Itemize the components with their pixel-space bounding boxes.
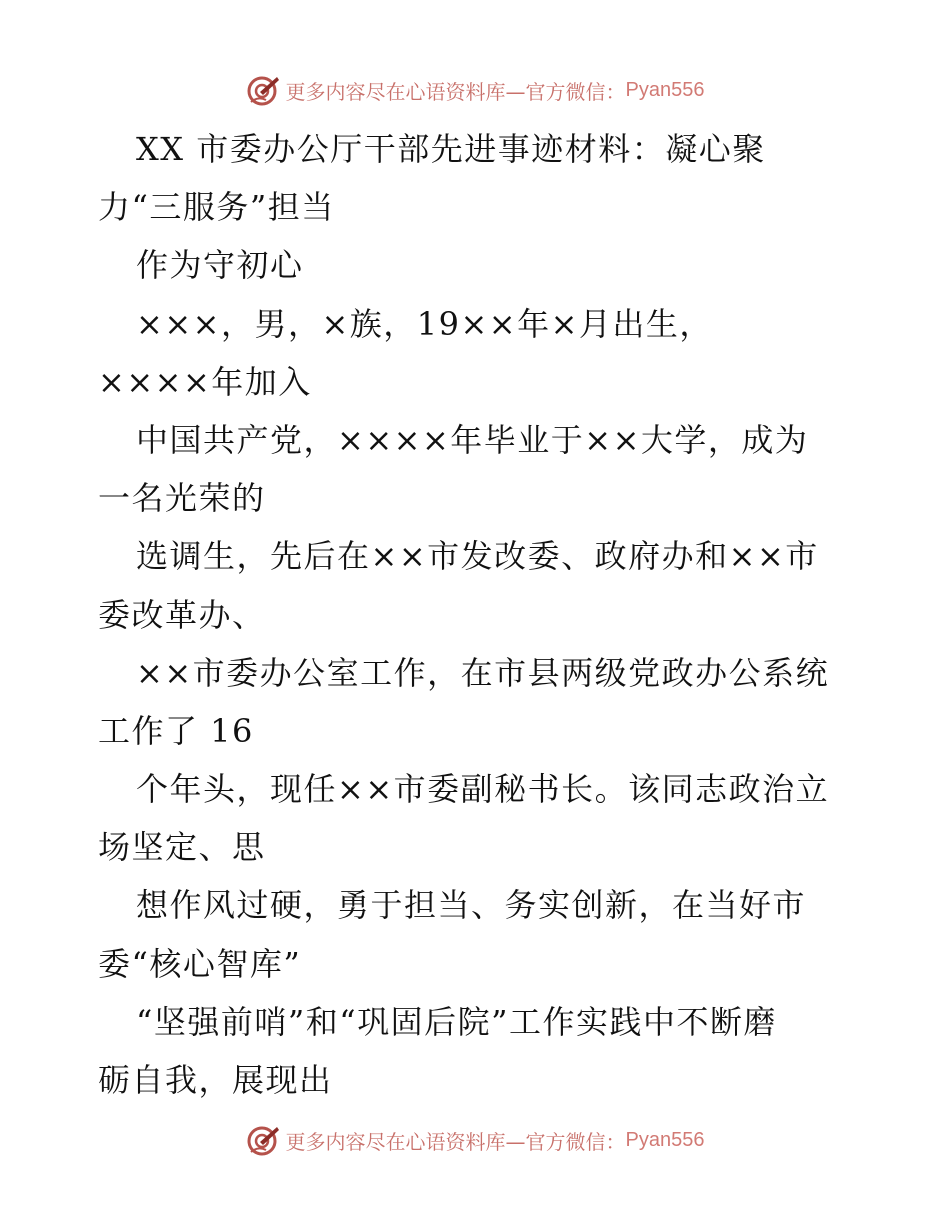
document-body (98, 120, 858, 1109)
body-text-line: 中国共产党，××××年毕业于××大学，成为 (136, 420, 809, 459)
watermark-text: 更多内容尽在心语资料库—官方微信： (285, 79, 626, 104)
body-text-line: 力“三服务”担当 (98, 188, 335, 227)
body-text-line: “坚强前哨”和“巩固后院”工作实践中不断磨 (136, 1002, 777, 1041)
body-text-line: 想作风过硬，勇于担当、务实创新，在当好市 (136, 886, 807, 925)
body-text-line: ×××，男，×族，19××年×月出生， (136, 304, 713, 343)
body-text-line: 场坚定、思 (98, 828, 266, 867)
body-text-line: ××××年加入 (98, 362, 312, 401)
body-text-line: 工作了 16 (98, 711, 254, 750)
library-logo-icon (246, 72, 282, 108)
body-text-line: 委“核心智库” (98, 944, 302, 983)
body-text-line: 个年头，现任××市委副秘书长。该同志政治立 (136, 770, 830, 809)
body-text-line: 砺自我，展现出 (98, 1061, 333, 1099)
body-text-line: 一名光荣的 (98, 479, 266, 518)
watermark-wechat-id: Pyan556 (625, 1128, 705, 1151)
library-logo-icon (246, 1122, 282, 1158)
body-text-line: 委改革办、 (98, 595, 266, 634)
watermark-wechat-id: Pyan556 (625, 78, 705, 101)
footer-watermark (0, 1118, 950, 1162)
body-text-line: 选调生，先后在××市发改委、政府办和××市 (136, 537, 819, 576)
body-text-line: XX 市委办公厅干部先进事迹材料：凝心聚 (136, 130, 766, 168)
watermark-text: 更多内容尽在心语资料库—官方微信： (285, 1129, 626, 1154)
body-text-line: 作为守初心 (136, 246, 304, 285)
header-watermark (0, 68, 950, 112)
body-text-line: ××市委办公室工作，在市县两级党政办公系统 (136, 653, 830, 692)
